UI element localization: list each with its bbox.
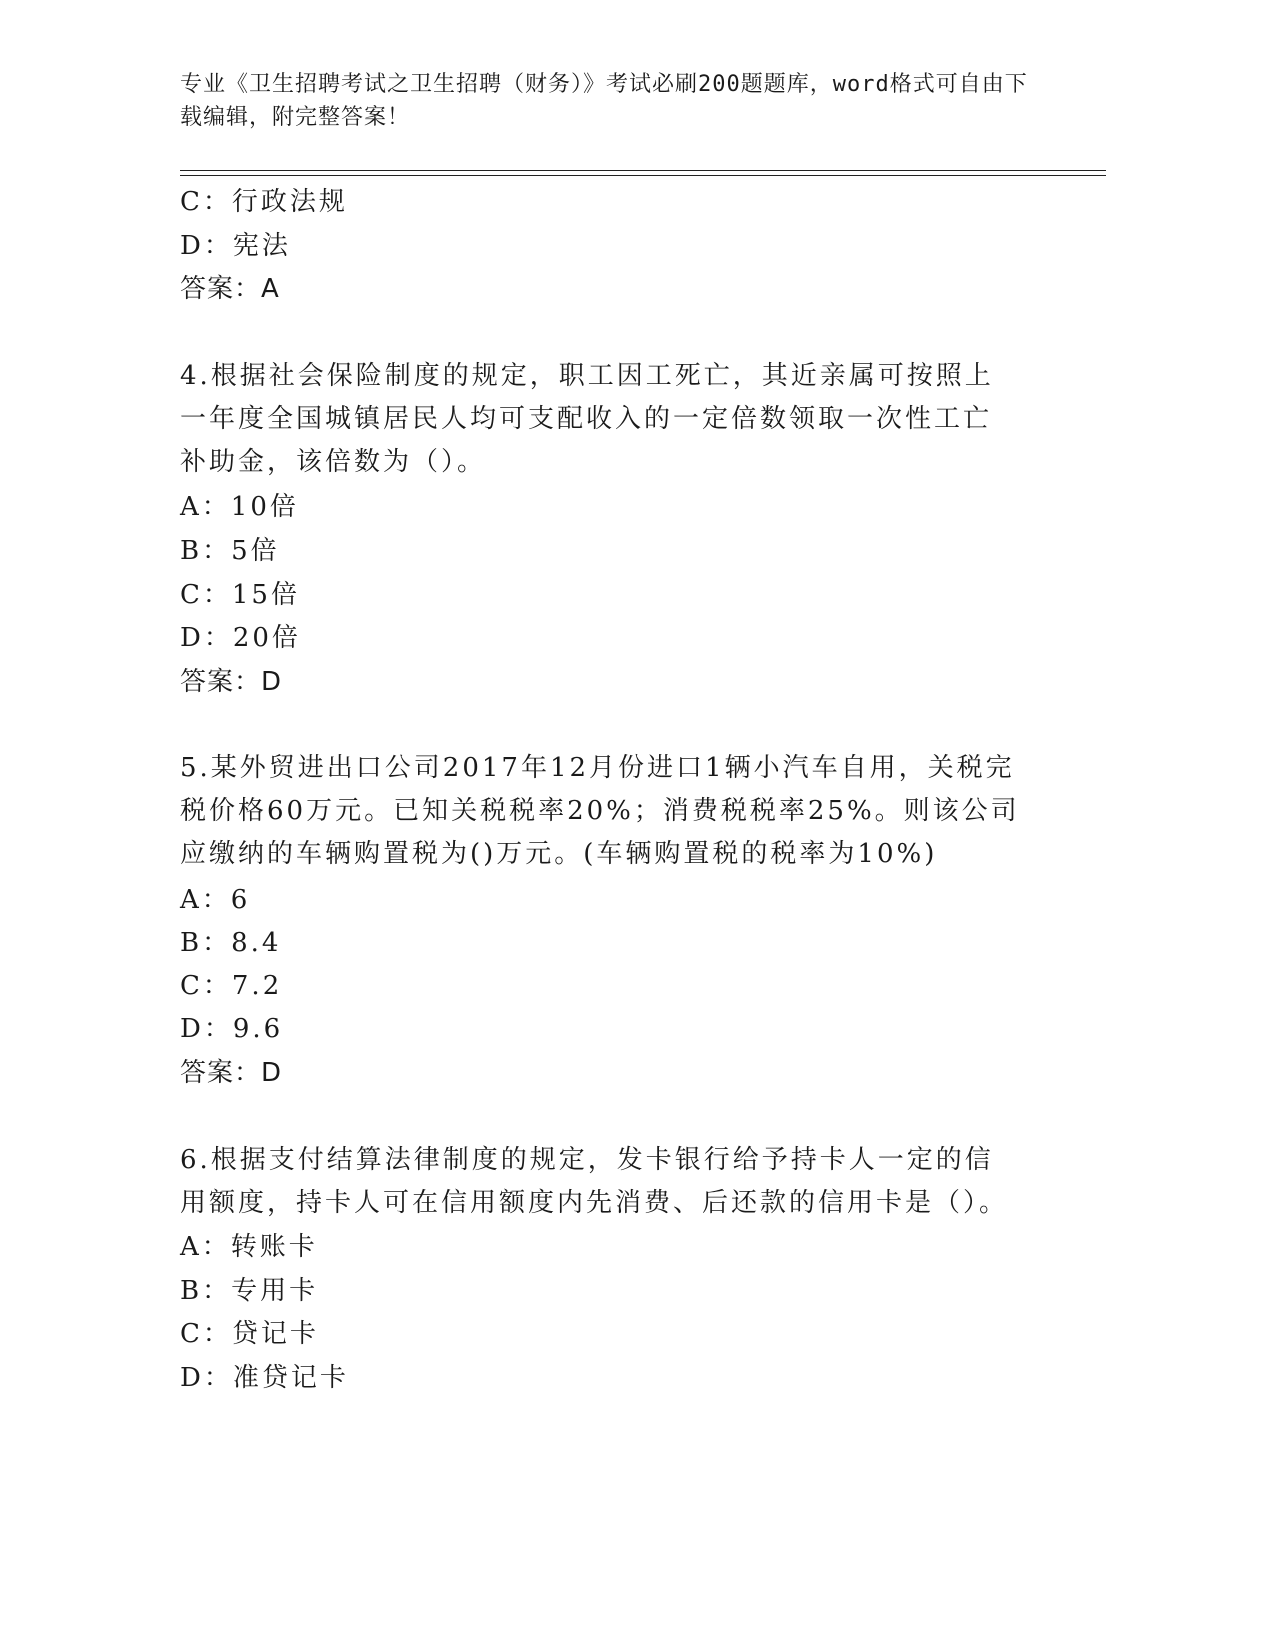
q3-option-c: C：行政法规 [180,187,348,217]
q5-answer: 答案：D [180,1058,283,1088]
q3-answer: 答案：A [180,274,280,304]
q4-stem: 4.根据社会保险制度的规定，职工因工死亡，其近亲属可按照上一年度全国城镇居民人均可支配收入的一定倍数领取一次性工亡补助金，该倍数为（）。 [180,361,994,477]
q4-option-a: A：10倍 [180,492,299,522]
q6-option-d: D：准贷记卡 [180,1363,349,1393]
q6-option-c: C：贷记卡 [180,1319,319,1349]
q5-option-c: C：7.2 [180,971,283,1001]
q4-option-c: C：15倍 [180,580,300,610]
q5-stem: 5.某外贸进出口公司2017年12月份进口1辆小汽车自用，关税完税价格60万元。已知关税税率20%；消费税税率25%。则该公司应缴纳的车辆购置税为()万元。(车辆购置税的税率为10%) [180,753,1020,869]
q4-option-d: D：20倍 [180,623,301,653]
q6-option-b: B：专用卡 [180,1276,319,1306]
q5-option-b: B：8.4 [180,928,282,958]
header-rule-bottom [180,175,1106,176]
q5-option-d: D：9.6 [180,1014,284,1044]
document-header: 专业《卫生招聘考试之卫生招聘（财务）》考试必刷200题题库，word格式可自由下载编辑，附完整答案！ [180,72,1028,130]
header-rule-top [180,170,1106,171]
q4-option-b: B：5倍 [180,536,280,566]
q6-option-a: A：转账卡 [180,1232,318,1262]
q3-option-d: D：宪法 [180,231,291,261]
q4-answer: 答案：D [180,667,283,697]
q6-stem: 6.根据支付结算法律制度的规定，发卡银行给予持卡人一定的信用额度，持卡人可在信用额度内先消费、后还款的信用卡是（）。 [180,1145,1009,1218]
q5-option-a: A：6 [180,885,251,915]
